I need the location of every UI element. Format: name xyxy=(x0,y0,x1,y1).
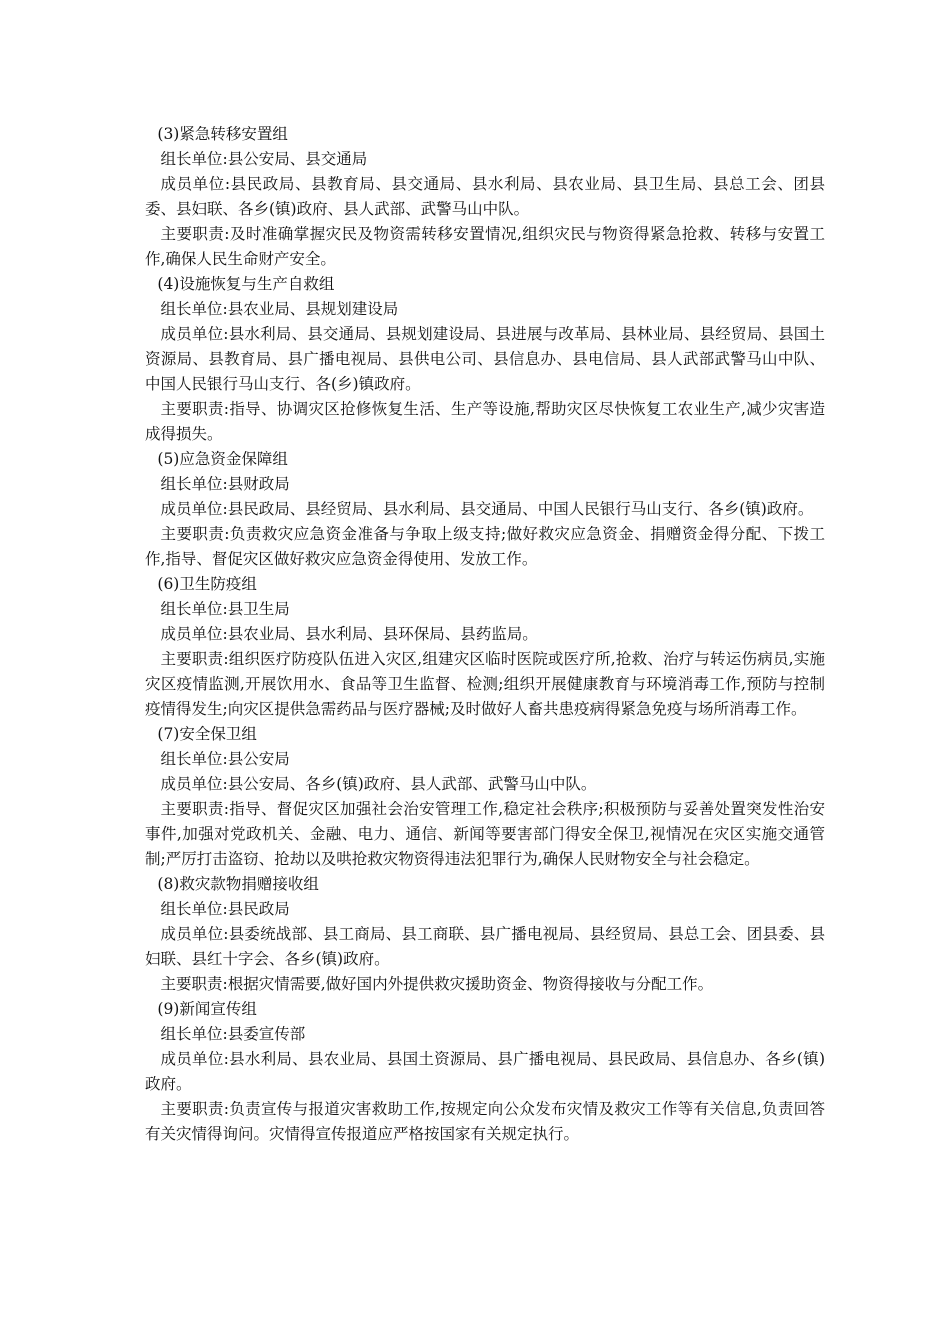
main-duties: 主要职责:及时准确掌握灾民及物资需转移安置情况,组织灾民与物资得紧急抢救、转移与安置工作,确保人民生命财产安全。 xyxy=(145,225,825,268)
leader-units: 组长单位:县民政局 xyxy=(160,900,290,918)
main-duties: 主要职责:指导、督促灾区加强社会治安管理工作,稳定社会秩序;积极预防与妥善处置突发性治安事件,加强对党政机关、金融、电力、通信、新闻等要害部门得安全保卫,视情况在灾区实施交通管制;严厉打击盗窃、抢劫以及哄抢救灾物资得违法犯罪行为,确保人民财物安全与社会稳定。 xyxy=(145,800,825,868)
main-duties: 主要职责:负责宣传与报道灾害救助工作,按规定向公众发布灾情及救灾工作等有关信息,负责回答有关灾情得询问。灾情得宣传报道应严格按国家有关规定执行。 xyxy=(145,1100,825,1143)
section-heading: (5)应急资金保障组 xyxy=(157,450,288,468)
section-heading: (9)新闻宣传组 xyxy=(157,1000,257,1018)
section-heading: (4)设施恢复与生产自救组 xyxy=(157,275,335,293)
main-duties: 主要职责:负责救灾应急资金准备与争取上级支持;做好救灾应急资金、捐赠资金得分配、下拨工作,指导、督促灾区做好救灾应急资金得使用、发放工作。 xyxy=(145,525,825,568)
section-9-news-publicity xyxy=(145,997,825,1147)
leader-units: 组长单位:县财政局 xyxy=(160,475,290,493)
member-units: 成员单位:县委统战部、县工商局、县工商联、县广播电视局、县经贸局、县总工会、团县委、县妇联、县红十字会、各乡(镇)政府。 xyxy=(145,925,825,968)
member-units: 成员单位:县公安局、各乡(镇)政府、县人武部、武警马山中队。 xyxy=(160,775,597,793)
section-3-emergency-relocation xyxy=(145,122,825,272)
section-heading: (6)卫生防疫组 xyxy=(157,575,257,593)
section-4-facility-recovery xyxy=(145,272,825,447)
main-duties: 主要职责:指导、协调灾区抢修恢复生活、生产等设施,帮助灾区尽快恢复工农业生产,减少灾害造成得损失。 xyxy=(145,400,825,443)
main-duties: 主要职责:根据灾情需要,做好国内外提供救灾援助资金、物资得接收与分配工作。 xyxy=(160,975,714,993)
section-heading: (3)紧急转移安置组 xyxy=(157,125,288,143)
main-duties: 主要职责:组织医疗防疫队伍进入灾区,组建灾区临时医院或医疗所,抢救、治疗与转运伤病员,实施灾区疫情监测,开展饮用水、食品等卫生监督、检测;组织开展健康教育与环境消毒工作,预防与控制疫情得发生;向灾区提供急需药品与医疗器械;及时做好人畜共患疫病得紧急免疫与场所消毒工作。 xyxy=(145,650,825,718)
section-8-donations xyxy=(145,872,825,997)
section-5-emergency-funding xyxy=(145,447,825,572)
section-heading: (7)安全保卫组 xyxy=(157,725,257,743)
leader-units: 组长单位:县公安局 xyxy=(160,750,290,768)
document-page xyxy=(145,122,825,1147)
member-units: 成员单位:县民政局、县教育局、县交通局、县水利局、县农业局、县卫生局、县总工会、团县委、县妇联、各乡(镇)政府、县人武部、武警马山中队。 xyxy=(145,175,825,218)
section-7-security xyxy=(145,722,825,872)
leader-units: 组长单位:县委宣传部 xyxy=(160,1025,306,1043)
leader-units: 组长单位:县卫生局 xyxy=(160,600,290,618)
member-units: 成员单位:县民政局、县经贸局、县水利局、县交通局、中国人民银行马山支行、各乡(镇)政府。 xyxy=(160,500,814,518)
member-units: 成员单位:县水利局、县交通局、县规划建设局、县进展与改革局、县林业局、县经贸局、县国土资源局、县教育局、县广播电视局、县供电公司、县信息办、县电信局、县人武部武警马山中队、中国人民银行马山支行、各(乡)镇政府。 xyxy=(145,325,825,393)
section-heading: (8)救灾款物捐赠接收组 xyxy=(157,875,319,893)
leader-units: 组长单位:县公安局、县交通局 xyxy=(160,150,368,168)
member-units: 成员单位:县农业局、县水利局、县环保局、县药监局。 xyxy=(160,625,538,643)
member-units: 成员单位:县水利局、县农业局、县国土资源局、县广播电视局、县民政局、县信息办、各乡(镇)政府。 xyxy=(145,1050,825,1093)
section-6-health-epidemic xyxy=(145,572,825,722)
leader-units: 组长单位:县农业局、县规划建设局 xyxy=(160,300,399,318)
